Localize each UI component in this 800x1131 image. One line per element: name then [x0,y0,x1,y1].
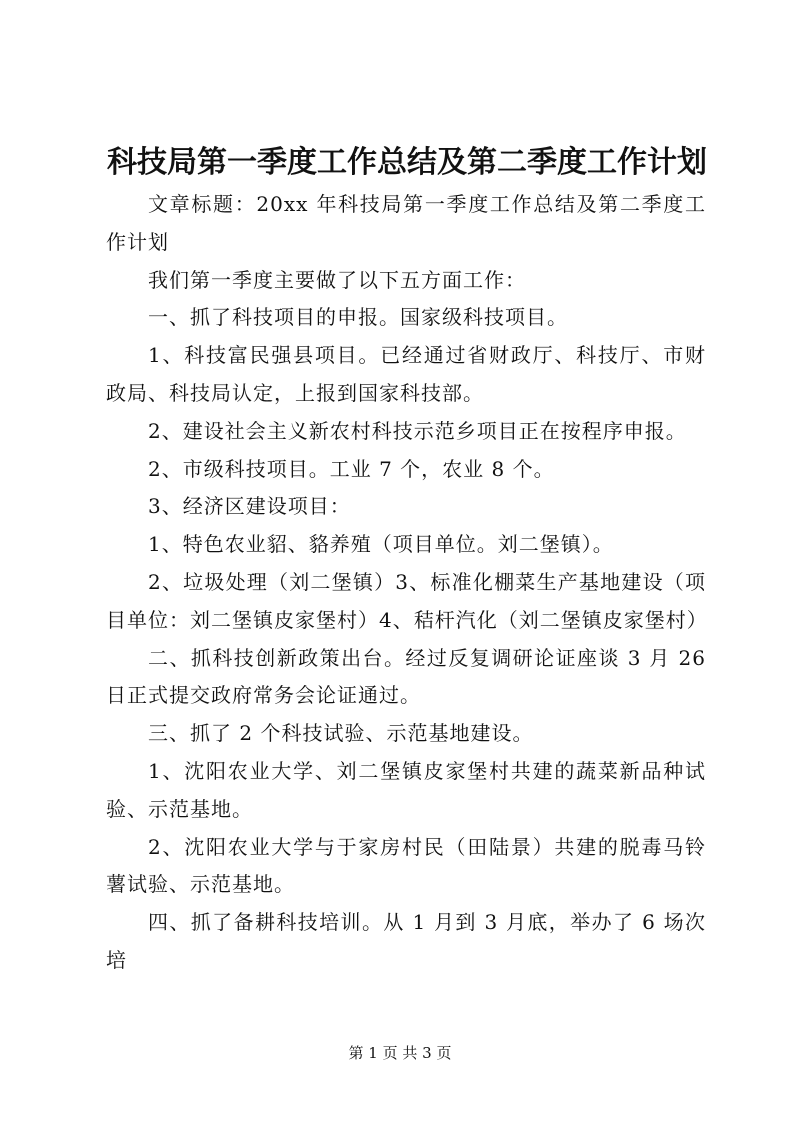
paragraph: 1、沈阳农业大学、刘二堡镇皮家堡村共建的蔬菜新品种试验、示范基地。 [106,758,706,821]
document-body [106,186,706,980]
paragraph: 1、特色农业貂、貉养殖（项目单位。刘二堡镇）。 [148,532,614,557]
paragraph: 1、科技富民强县项目。已经通过省财政厅、科技厅、市财政局、科技局认定，上报到国家科技部。 [106,343,706,405]
paragraph: 2、建设社会主义新农村科技示范乡项目正在按程序申报。 [148,418,687,443]
paragraph: 2、垃圾处理（刘二堡镇）3、标准化棚菜生产基地建设（项目单位：刘二堡镇皮家堡村）4、秸杆汽化（刘二堡镇皮家堡村） [106,569,708,632]
paragraph: 我们第一季度主要做了以下五方面工作： [148,267,526,292]
page-footer: 第 1 页 共 3 页 [348,1044,452,1062]
paragraph: 3、经济区建设项目： [148,494,351,519]
paragraph: 二、抓科技创新政策出台。经过反复调研论证座谈 3 月 26 日正式提交政府常务会论证通过。 [106,645,706,708]
paragraph: 三、抓了 2 个科技试验、示范基地建设。 [148,721,534,746]
document-title: 科技局第一季度工作总结及第二季度工作计划 [107,145,707,180]
paragraph: 2、市级科技项目。工业 7 个，农业 8 个。 [148,456,555,481]
paragraph: 一、抓了科技项目的申报。国家级科技项目。 [148,305,568,330]
paragraph: 四、抓了备耕科技培训。从 1 月到 3 月底，举办了 6 场次培 [106,910,706,972]
paragraph: 文章标题：20xx 年科技局第一季度工作总结及第二季度工作计划 [106,192,706,254]
paragraph: 2、沈阳农业大学与于家房村民（田陆景）共建的脱毒马铃薯试验、示范基地。 [106,834,706,897]
